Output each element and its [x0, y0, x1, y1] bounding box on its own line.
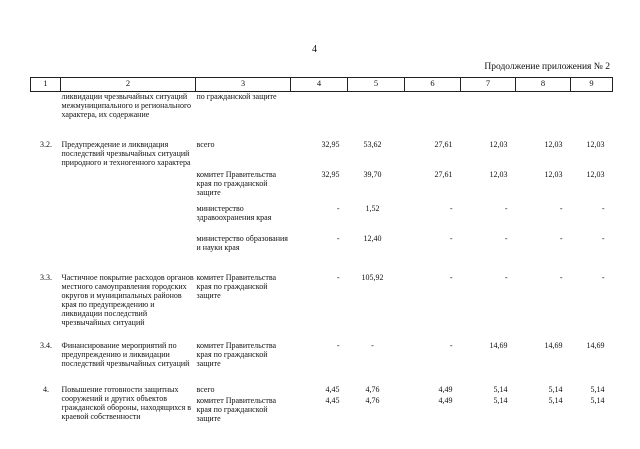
- item-number: 3.2.: [40, 140, 52, 149]
- amount-cell: 39,70: [363, 170, 382, 179]
- amount-cell: 14,69: [544, 341, 563, 350]
- amount-cell: -: [336, 234, 340, 243]
- funding-source: министерство здравоохранения края: [196, 204, 272, 222]
- amount-cell: -: [336, 273, 340, 282]
- funding-source: комитет Правительства края по гражданской защите: [196, 170, 277, 197]
- amount-cell: 5,14: [548, 396, 563, 405]
- item-number: 3.4.: [40, 341, 52, 350]
- amount-cell: -: [559, 273, 563, 282]
- header-cell: 3: [196, 78, 291, 92]
- table-row: [31, 385, 613, 396]
- funding-source: комитет Правительства края по гражданской защите: [196, 273, 277, 300]
- amount-cell: -: [336, 341, 340, 350]
- header-cell: 9: [571, 78, 613, 92]
- item-number: 4.: [43, 385, 49, 394]
- table-header: [31, 78, 613, 92]
- amount-cell: 12,03: [544, 170, 563, 179]
- funding-source: всего: [196, 140, 215, 149]
- amount-cell: -: [449, 204, 453, 213]
- header-cell: 2: [61, 78, 196, 92]
- funding-source: комитет Правительства края по гражданской защите: [196, 341, 277, 368]
- measure-name: ликвидации чрезвычайных ситуаций межмуниципального и регионального характера, их содержание: [61, 92, 192, 119]
- amount-cell: -: [559, 234, 563, 243]
- amount-cell: -: [449, 234, 453, 243]
- funding-source: комитет Правительства края по гражданской защите: [196, 396, 277, 423]
- amount-cell: -: [504, 273, 508, 282]
- appendix-continuation-caption: Продолжение приложения № 2: [484, 62, 610, 72]
- amount-cell: 12,03: [544, 140, 563, 149]
- table-body: [31, 92, 613, 430]
- amount-cell: 32,95: [321, 140, 340, 149]
- amount-cell: 12,03: [489, 170, 508, 179]
- measure-name: Повышение готовности защитных сооружений и других объектов гражданской обороны, находящихся в краевой собственности: [61, 385, 192, 421]
- amount-cell: 4,76: [365, 396, 380, 405]
- amount-cell: [291, 92, 348, 135]
- amount-cell: [405, 92, 461, 135]
- amount-cell: 12,03: [586, 140, 605, 149]
- amount-cell: 5,14: [590, 396, 605, 405]
- item-number: [31, 92, 61, 135]
- table-row: [31, 273, 613, 335]
- measure-name: Финансирование мероприятий по предупреждению и ликвидации последствий чрезвычайных ситуаций: [61, 341, 190, 368]
- amount-cell: 53,62: [363, 140, 382, 149]
- amount-cell: -: [559, 204, 563, 213]
- header-cell: 5: [348, 78, 405, 92]
- amount-cell: 27,61: [434, 140, 453, 149]
- amount-cell: 5,14: [493, 385, 508, 394]
- measure-name: Частичное покрытие расходов органов местного самоуправления городских округов и муниципальных районов края по предупреждению и ликвидации последствий чрезвычайных ситуаций: [61, 273, 194, 327]
- amount-cell: -: [449, 273, 453, 282]
- amount-cell: [571, 92, 613, 135]
- amount-cell: -: [449, 341, 453, 350]
- amount-cell: 5,14: [548, 385, 563, 394]
- funding-source: всего: [196, 385, 215, 394]
- header-cell: 1: [31, 78, 61, 92]
- amount-cell: 4,45: [325, 396, 340, 405]
- amount-cell: -: [601, 234, 605, 243]
- amount-cell: 4,49: [438, 396, 453, 405]
- amount-cell: 1,52: [365, 204, 380, 213]
- amount-cell: 14,69: [489, 341, 508, 350]
- amount-cell: 12,40: [363, 234, 382, 243]
- funding-source: министерство образования и науки края: [196, 234, 288, 252]
- header-cell: 4: [291, 78, 348, 92]
- amount-cell: -: [601, 204, 605, 213]
- header-cell: 8: [516, 78, 571, 92]
- amount-cell: 5,14: [590, 385, 605, 394]
- amount-cell: -: [336, 204, 340, 213]
- table-row: [31, 140, 613, 170]
- amount-cell: 4,49: [438, 385, 453, 394]
- header-cell: 6: [405, 78, 461, 92]
- amount-cell: 32,95: [321, 170, 340, 179]
- item-number: 3.3.: [40, 273, 52, 282]
- amount-cell: 12,03: [586, 170, 605, 179]
- page-number: 4: [312, 44, 317, 55]
- amount-cell: 4,76: [365, 385, 380, 394]
- table-row: [31, 341, 613, 379]
- amount-cell: -: [601, 273, 605, 282]
- table-row: [31, 92, 613, 135]
- amount-cell: 5,14: [493, 396, 508, 405]
- budget-table: [30, 77, 613, 429]
- amount-cell: -: [371, 341, 374, 350]
- amount-cell: 27,61: [434, 170, 453, 179]
- amount-cell: 4,45: [325, 385, 340, 394]
- amount-cell: [348, 92, 405, 135]
- amount-cell: [461, 92, 516, 135]
- amount-cell: -: [504, 204, 508, 213]
- funding-source: по гражданской защите: [196, 92, 277, 101]
- header-cell: 7: [461, 78, 516, 92]
- measure-name: Предупреждение и ликвидация последствий чрезвычайных ситуаций природного и техногенного характера: [61, 140, 191, 167]
- amount-cell: [516, 92, 571, 135]
- amount-cell: 14,69: [586, 341, 605, 350]
- amount-cell: -: [504, 234, 508, 243]
- amount-cell: 12,03: [489, 140, 508, 149]
- amount-cell: 105,92: [361, 273, 384, 282]
